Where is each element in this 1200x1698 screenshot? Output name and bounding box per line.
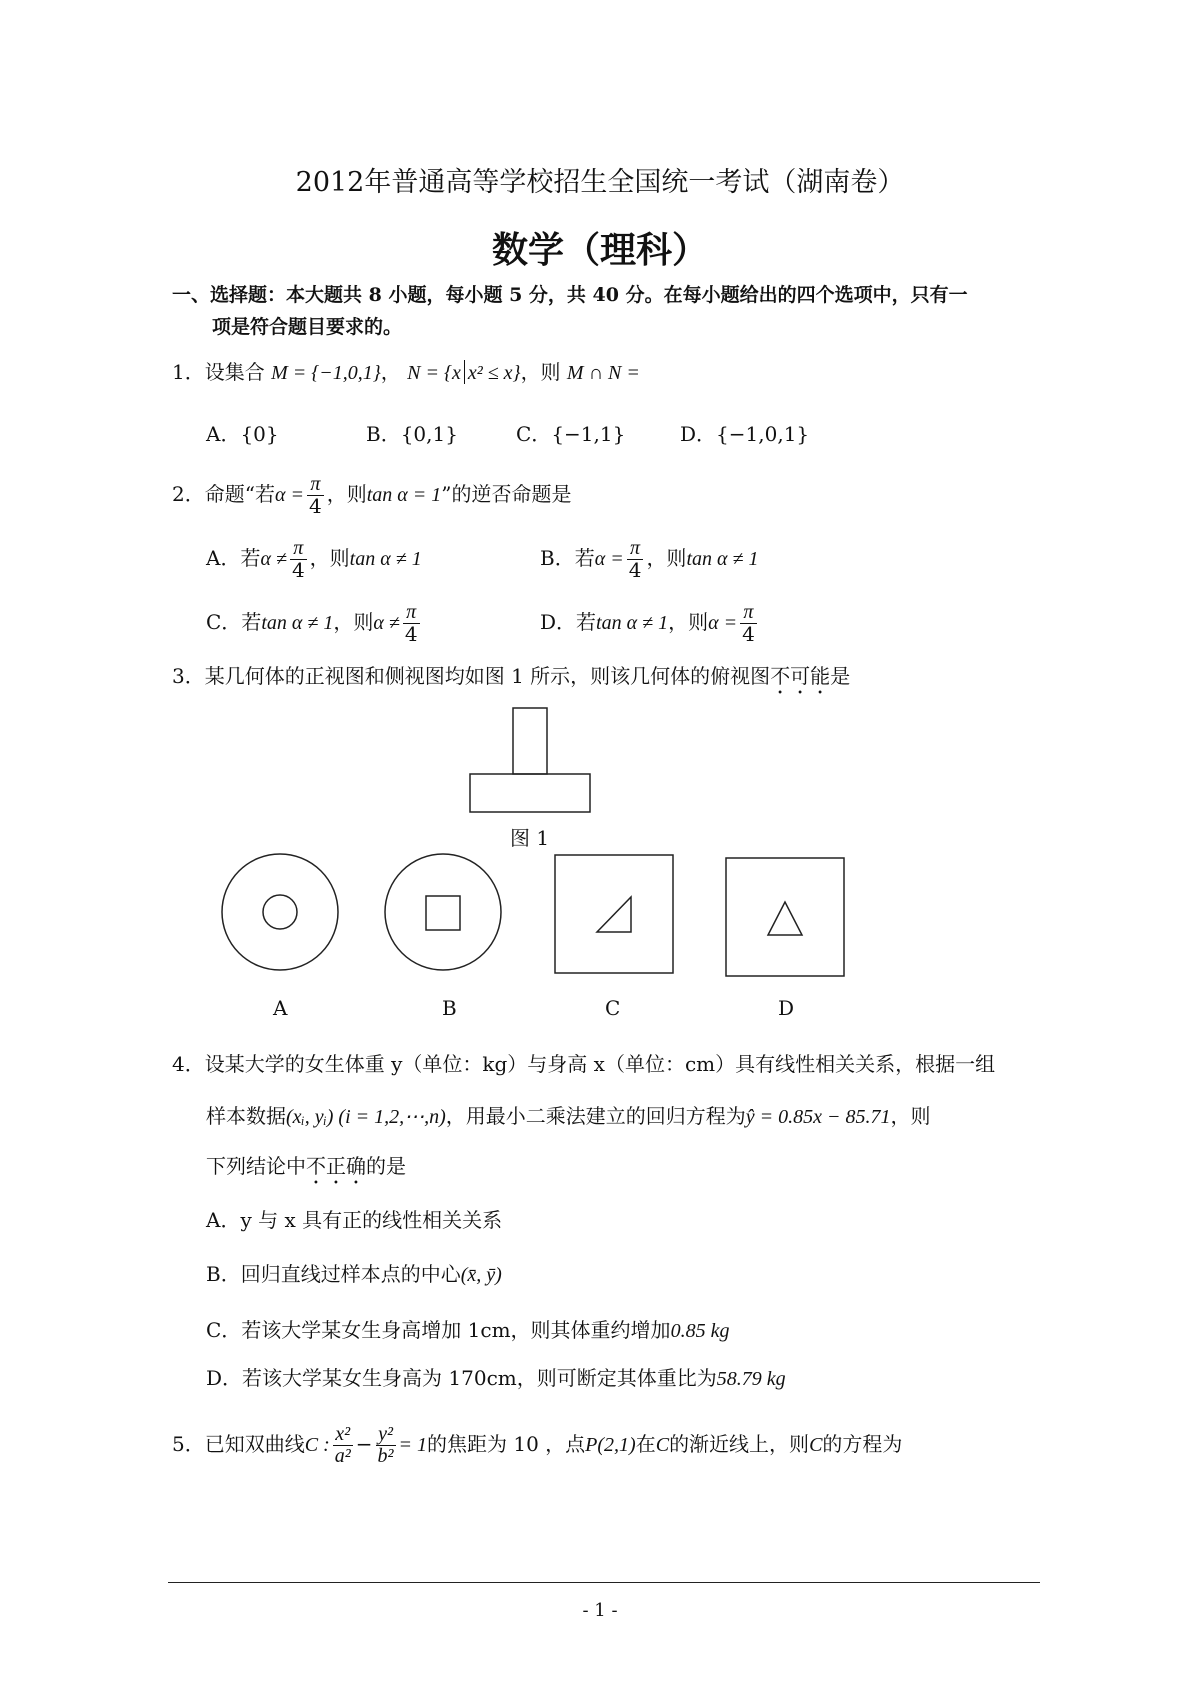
option-math: tan α ≠ 1 <box>686 548 759 570</box>
question-4 <box>172 1048 995 1077</box>
option-label: C． <box>206 610 242 634</box>
option-text: ，则 <box>333 610 374 634</box>
option-text: 回归直线过样本点的中心 <box>240 1262 461 1286</box>
option-math: (x̄, ȳ) <box>460 1264 502 1286</box>
denominator: a² <box>334 1445 351 1467</box>
question-text: 样本数据 <box>206 1104 286 1128</box>
option-d-outer-square <box>726 858 844 976</box>
option-value: {0,1} <box>400 422 458 446</box>
option-b-outer-circle <box>385 854 501 970</box>
exam-subtitle: 数学（理科） <box>491 229 708 271</box>
figure-1-base-rect <box>470 774 590 812</box>
question-text: 设集合 <box>204 360 265 384</box>
intersection-expr: M ∩ N = <box>566 362 640 384</box>
question-text: 下列结论中 <box>206 1154 306 1178</box>
question-number: 1． <box>172 360 205 384</box>
question-4-line3 <box>206 1150 406 1189</box>
numerator: y² <box>376 1424 396 1446</box>
minus-sign: − <box>355 1432 373 1456</box>
regression-equation: ŷ = 0.85x − 85.71 <box>745 1106 891 1128</box>
figure-1-upper-rect <box>513 708 547 774</box>
figure-option-c-label: C <box>605 996 621 1020</box>
set-n-condition: x² ≤ x} <box>467 362 521 384</box>
question-text: 是 <box>830 664 851 688</box>
set-m: M = {−1,0,1} <box>271 362 381 384</box>
sample-data: (xᵢ, yᵢ) (i = 1,2,⋯,n) <box>286 1106 446 1128</box>
option-math: α ≠ <box>260 548 287 570</box>
option-label: A． <box>206 1208 241 1232</box>
option-c <box>206 1314 729 1343</box>
numerator: x² <box>333 1424 353 1446</box>
question-text: ”的逆否命题是 <box>441 482 572 506</box>
option-a <box>206 1204 502 1233</box>
option-text: ，则 <box>309 546 350 570</box>
option-b <box>206 1258 502 1287</box>
page-number: - 1 - <box>582 1600 618 1621</box>
option-math: tan α ≠ 1 <box>349 548 422 570</box>
numerator: π <box>403 602 420 624</box>
option-label: C． <box>516 422 552 446</box>
denominator: 4 <box>308 494 322 518</box>
fraction-y2-over-b2 <box>376 1424 396 1467</box>
question-4-line2 <box>206 1100 931 1129</box>
option-value: {−1,0,1} <box>716 422 810 446</box>
question-text: 某几何体的正视图和侧视图均如图 1 所示，则该几何体的俯视图 <box>204 664 771 688</box>
option-math: 58.79 kg <box>716 1368 786 1390</box>
option-value: {0} <box>240 422 279 446</box>
option-label: A． <box>206 546 241 570</box>
numerator: π <box>740 602 757 624</box>
denominator: 4 <box>742 622 755 646</box>
option-text: 若该大学某女生身高增加 1cm，则其体重约增加 <box>241 1318 671 1342</box>
figure-option-b-label: B <box>442 996 457 1020</box>
option-text: 若该大学某女生身高为 170cm，则可断定其体重比为 <box>242 1366 717 1390</box>
separator: ， <box>380 360 401 384</box>
figure-option-d-label: D <box>778 996 795 1020</box>
question-text: 的渐近线上，则 <box>669 1432 810 1456</box>
option-text: y 与 x 具有正的线性相关关系 <box>240 1208 503 1232</box>
option-math: tan α ≠ 1 <box>596 612 669 634</box>
option-text: 若 <box>576 610 597 634</box>
option-math: α = <box>594 548 624 570</box>
question-5 <box>172 1424 902 1467</box>
option-math: α ≠ <box>373 612 400 634</box>
numerator: π <box>307 474 324 496</box>
section-heading-line1: 一、选择题：本大题共 8 小题，每小题 5 分，共 40 分。在每小题给出的四个选项中，只有一 <box>172 284 968 306</box>
emphasized-text: 不可能 <box>770 664 831 688</box>
equals-one: = 1 <box>398 1434 427 1456</box>
option-a-inner-circle <box>263 895 297 929</box>
option-text: ，则 <box>668 610 709 634</box>
option-label: B． <box>540 546 575 570</box>
option-d <box>206 1362 786 1391</box>
footer-rule <box>168 1582 1040 1583</box>
option-text: 若 <box>574 546 595 570</box>
question-number: 3． <box>172 664 205 688</box>
question-number: 2． <box>172 482 205 506</box>
denominator: 4 <box>404 622 418 646</box>
tan-eq: tan α = 1 <box>366 484 442 506</box>
option-label: B． <box>366 422 401 446</box>
point-p: P(2,1) <box>585 1434 636 1456</box>
figure-option-a-label: A <box>273 996 288 1020</box>
emphasized-text: 不正确 <box>306 1154 366 1178</box>
question-text: 在 <box>635 1432 656 1456</box>
denominator: b² <box>377 1445 394 1467</box>
denominator: 4 <box>291 558 305 582</box>
question-text: 的是 <box>366 1154 406 1178</box>
option-label: B． <box>206 1262 241 1286</box>
option-label: A． <box>206 422 241 446</box>
option-label: D． <box>206 1366 243 1390</box>
curve-ref: C <box>809 1434 823 1456</box>
numerator: π <box>290 538 307 560</box>
figure-1-caption: 图 1 <box>510 826 550 850</box>
question-text: ，则 <box>520 360 561 384</box>
question-text: 已知双曲线 <box>204 1432 305 1456</box>
question-text: ，则 <box>890 1104 931 1128</box>
numerator: π <box>627 538 644 560</box>
question-text: 设某大学的女生体重 y（单位：kg）与身高 x（单位：cm）具有线性相关关系，根据一组 <box>204 1052 996 1076</box>
curve-ref: C <box>655 1434 670 1456</box>
curve-name: C : <box>304 1434 330 1456</box>
option-label: D． <box>540 610 577 634</box>
question-text: 的方程为 <box>822 1432 903 1456</box>
question-text: 命题“若 <box>204 482 275 506</box>
option-c-right-triangle <box>597 897 631 932</box>
question-number: 5． <box>172 1432 205 1456</box>
option-math: tan α ≠ 1 <box>261 612 334 634</box>
option-d-triangle <box>768 902 802 935</box>
option-math: α = <box>708 612 738 634</box>
option-value: {−1,1} <box>551 422 626 446</box>
fraction-x2-over-a2 <box>333 1424 353 1467</box>
option-label: D． <box>680 422 717 446</box>
option-text: ，则 <box>646 546 687 570</box>
alpha-eq: α = <box>274 484 304 506</box>
set-n-start: N = {x <box>407 362 461 384</box>
option-label: C． <box>206 1318 242 1342</box>
option-b-inner-square <box>426 896 460 930</box>
option-text: 若 <box>240 546 261 570</box>
section-heading-line2: 项是符合题目要求的。 <box>212 316 403 338</box>
question-text: 的焦距为 10 ，点 <box>427 1432 586 1456</box>
question-text: ，用最小二乘法建立的回归方程为 <box>445 1104 746 1128</box>
option-text: 若 <box>241 610 262 634</box>
option-math: 0.85 kg <box>670 1320 730 1342</box>
option-a-outer-circle <box>222 854 338 970</box>
question-number: 4． <box>172 1052 205 1076</box>
question-text: ，则 <box>326 482 367 506</box>
exam-title: 2012年普通高等学校招生全国统一考试（湖南卷） <box>295 167 905 198</box>
denominator: 4 <box>628 558 642 582</box>
